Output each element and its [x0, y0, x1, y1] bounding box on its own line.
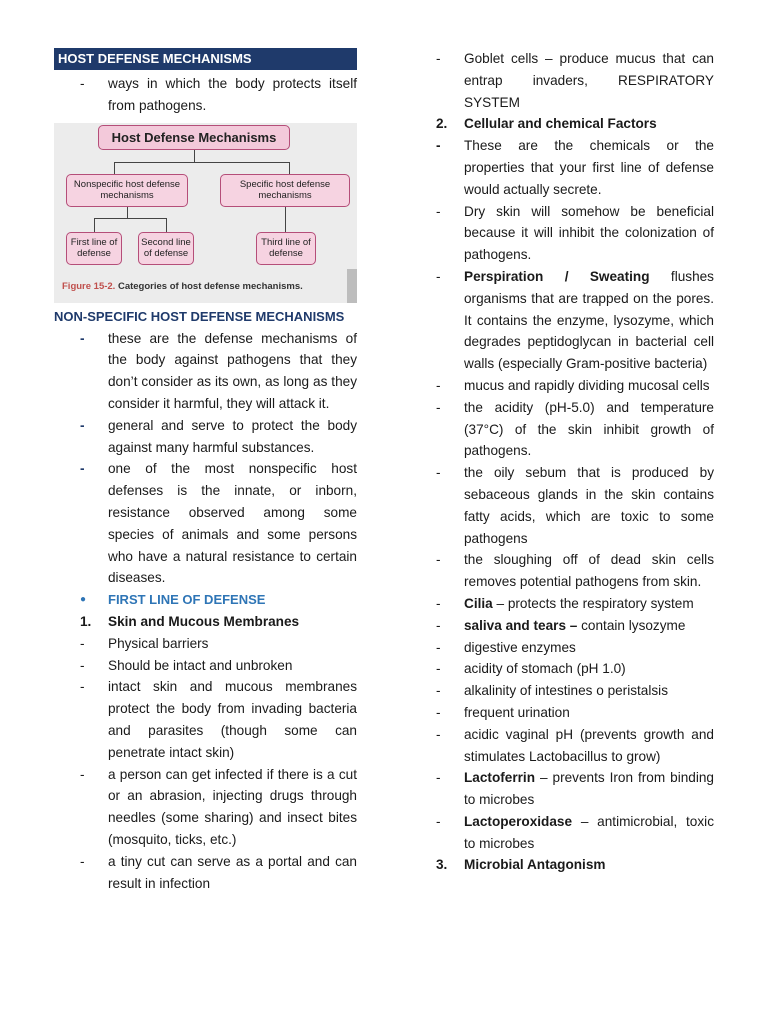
lactoperoxidase-term: Lactoperoxidase: [464, 813, 573, 829]
connector-line: [127, 207, 128, 218]
image-edge-fragment: [347, 269, 357, 303]
list-item-text: general and serve to protect the body against many harmful substances.: [108, 417, 357, 455]
list-item-text: intact skin and mucous membranes protect the body from invading bacteria and parasites (though some can penetrate intact skin): [108, 679, 357, 760]
item-number: 1.: [80, 613, 92, 629]
diagram-box-nonspecific: Nonspecific host defense mechanisms: [66, 174, 188, 207]
list-item-text: a tiny cut can serve as a portal and can result in infection: [108, 853, 357, 891]
list-item-text: frequent urination: [464, 704, 570, 720]
figure-caption: [62, 281, 303, 292]
diagram-box-third-line: Third line of defense: [256, 232, 316, 265]
list-item: [436, 48, 714, 113]
diagram-box-first-line: First line of defense: [66, 232, 122, 265]
list-item-text: the sloughing off of dead skin cells removes potential pathogens from skin.: [464, 552, 714, 590]
item-number: 2.: [436, 116, 448, 132]
saliva-term: saliva and tears –: [464, 617, 578, 633]
host-defense-diagram: [54, 123, 357, 303]
list-item: [436, 201, 714, 266]
list-item: [436, 266, 714, 375]
microbial-antagonism-heading: Microbial Antagonism: [464, 857, 606, 873]
figure-number: Figure 15-2.: [62, 280, 116, 292]
list-item: [54, 73, 357, 117]
connector-line: [94, 218, 166, 219]
dash-marker: -: [436, 138, 441, 154]
list-item: [54, 458, 357, 589]
list-item: [436, 767, 714, 811]
dash-marker: -: [436, 377, 441, 393]
list-item: [54, 676, 357, 763]
list-item-text: contain lysozyme: [577, 617, 686, 633]
dash-marker: -: [436, 595, 441, 611]
connector-line: [289, 162, 290, 174]
dash-marker: -: [80, 417, 85, 433]
nonspecific-heading: NON-SPECIFIC HOST DEFENSE MECHANISMS: [54, 308, 345, 324]
dash-marker: -: [436, 465, 441, 481]
skin-heading: Skin and Mucous Membranes: [108, 613, 300, 629]
list-item: [54, 655, 357, 677]
list-item-text: – protects the respiratory system: [492, 595, 694, 611]
list-item: [54, 589, 357, 611]
dash-marker: -: [80, 853, 85, 869]
dash-marker: -: [436, 268, 441, 284]
skin-list: [54, 633, 357, 895]
dash-marker: -: [80, 657, 85, 673]
list-item-text: the acidity (pH-5.0) and temperature (37°C) of the skin inhibit growth of pathogens.: [464, 399, 714, 459]
intro-list: [54, 73, 357, 117]
dash-marker: -: [436, 552, 441, 568]
dash-marker: -: [436, 704, 441, 720]
list-item: [436, 680, 714, 702]
list-item: [54, 328, 357, 415]
figure-caption-text: Categories of host defense mechanisms.: [117, 280, 303, 292]
dash-marker: -: [80, 635, 85, 651]
list-item: [436, 462, 714, 549]
perspiration-term: Perspiration / Sweating: [464, 268, 650, 284]
dash-marker: -: [436, 726, 441, 742]
connector-line: [114, 162, 289, 163]
list-item: [436, 397, 714, 462]
list-item-text: digestive enzymes: [464, 639, 576, 655]
nonspecific-list: [54, 328, 357, 633]
list-item-text: these are the defense mechanisms of the body against pathogens that they don’t consider as its own, as long as they consider it harmful, they will attack it.: [108, 330, 357, 411]
dash-marker: -: [436, 661, 441, 677]
list-item: [436, 549, 714, 593]
dash-marker: -: [436, 203, 441, 219]
list-item-text: These are the chemicals or the properties that your first line of defense would actually secrete.: [464, 138, 714, 197]
list-item-text: Dry skin will somehow be beneficial because it will inhibit the colonization of pathogens.: [464, 203, 714, 263]
list-item: [54, 633, 357, 655]
list-item-text: acidic vaginal pH (prevents growth and stimulates Lactobacillus to grow): [464, 726, 714, 764]
list-item: [436, 854, 714, 876]
list-item: [54, 851, 357, 895]
list-item: [436, 658, 714, 680]
diagram-box-second-line: Second line of defense: [138, 232, 194, 265]
list-item: [436, 135, 714, 200]
connector-line: [194, 150, 195, 162]
connector-line: [114, 162, 115, 174]
list-item: [54, 415, 357, 459]
dash-marker: -: [436, 813, 441, 829]
chemical-factors-heading: Cellular and chemical Factors: [464, 116, 657, 132]
list-item: [436, 113, 714, 135]
list-item: [436, 615, 714, 637]
connector-line: [166, 218, 167, 232]
list-item-text: Physical barriers: [108, 635, 209, 651]
connector-line: [285, 207, 286, 232]
list-item-text: Should be intact and unbroken: [108, 657, 293, 673]
right-list: [436, 48, 714, 876]
page-title: HOST DEFENSE MECHANISMS: [54, 48, 357, 70]
connector-line: [94, 218, 95, 232]
dash-marker: -: [436, 51, 441, 66]
list-item: [436, 811, 714, 855]
cilia-term: Cilia: [464, 595, 493, 611]
first-line-heading: FIRST LINE OF DEFENSE: [108, 592, 266, 608]
list-item-text: the oily sebum that is produced by sebaceous glands in the skin contains fatty acids, which are toxic to some pathogens: [464, 465, 714, 546]
dash-marker: -: [436, 399, 441, 415]
list-item: [436, 637, 714, 659]
dash-marker: -: [80, 330, 85, 346]
dash-marker: -: [80, 461, 85, 477]
right-column: [436, 48, 714, 876]
diagram-box-specific: Specific host defense mechanisms: [220, 174, 350, 207]
dash-marker: -: [80, 679, 85, 695]
dash-marker: -: [80, 766, 85, 782]
list-item: [436, 724, 714, 768]
dash-marker: -: [436, 639, 441, 655]
list-item: [54, 764, 357, 851]
list-item-text: a person can get infected if there is a cut or an abrasion, injecting drugs through needles (some sharing) and insect bites (mosquito, ticks, etc.): [108, 766, 357, 847]
list-item: [436, 593, 714, 615]
list-item-text: – antimicrobial, toxic to microbes: [464, 813, 714, 851]
list-item-text: one of the most nonspecific host defenses is the innate, or inborn, resistance observed among some species of animals and some persons who have a natural resistance to certain diseases.: [108, 461, 357, 586]
list-item-text: – prevents Iron from binding to microbes: [464, 770, 714, 808]
lactoferrin-term: Lactoferrin: [464, 770, 536, 786]
list-item-text: acidity of stomach (pH 1.0): [464, 661, 626, 677]
list-item: [436, 702, 714, 724]
left-column: [54, 48, 357, 894]
dash-marker: -: [436, 683, 441, 699]
diagram-box-host-defense: Host Defense Mechanisms: [98, 125, 290, 150]
list-item-text: alkalinity of intestines o peristalsis: [464, 683, 668, 699]
list-item: [54, 611, 357, 633]
dash-marker: -: [80, 76, 85, 91]
list-item: [436, 375, 714, 397]
intro-text: ways in which the body protects itself from pathogens.: [108, 76, 357, 113]
list-item-text: flushes organisms that are trapped on the pores. It contains the enzyme, lysozyme, which degrades peptidoglycan in bacterial cell walls (especially Gram-positive bacteria): [464, 268, 714, 372]
dash-marker: -: [436, 617, 441, 633]
list-item-text: Goblet cells – produce mucus that can entrap invaders, RESPIRATORY SYSTEM: [464, 51, 714, 110]
bullet-marker: ●: [80, 594, 87, 606]
dash-marker: -: [436, 770, 441, 786]
list-item-text: mucus and rapidly dividing mucosal cells: [464, 377, 710, 393]
item-number: 3.: [436, 857, 448, 873]
